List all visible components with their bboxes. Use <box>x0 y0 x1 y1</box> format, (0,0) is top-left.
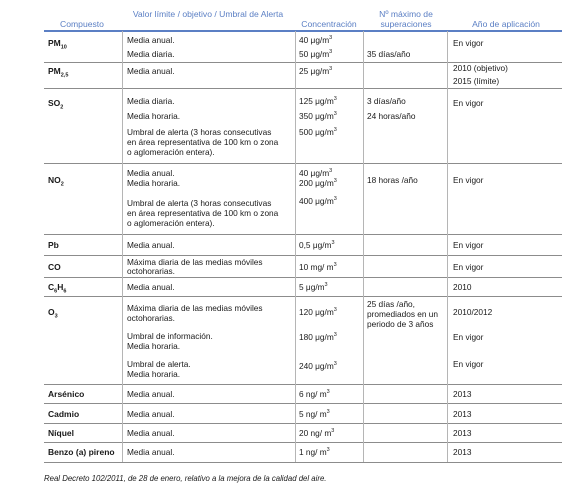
no2-valor-4: en área representativa de 100 km o zona <box>127 208 279 218</box>
header-concentracion: Concentración <box>301 19 357 29</box>
o3-valor-3: Umbral de información. <box>127 331 213 341</box>
pm25-valor: Media anual. <box>127 66 175 76</box>
compound-arsenico: Arsénico <box>48 389 85 399</box>
column-divider <box>447 31 448 462</box>
pm10-valor-1: Media anual. <box>127 35 175 45</box>
no2-valor-2: Media horaria. <box>127 178 181 188</box>
pm10-conc-1: 40 $\mu g/m^3$ <box>299 35 333 45</box>
o3-anio-1: 2010/2012 <box>453 307 493 317</box>
no2-anio: En vigor <box>453 175 484 185</box>
o3-valor-5: Umbral de alerta. <box>127 359 191 369</box>
no2-conc-2: 200 $\mu g/m^3$ <box>299 178 337 188</box>
co-valor-1: Máxima diaria de las medias móviles <box>127 257 263 267</box>
pm10-anio: En vigor <box>453 38 484 48</box>
cadmio-valor: Media anual. <box>127 409 175 419</box>
compound-c6h6: $C_6H_6$ <box>48 282 67 295</box>
niquel-valor: Media anual. <box>127 428 175 438</box>
pm10-superaciones: 35 días/año <box>367 49 411 59</box>
niquel-conc: 20 ng/ $m^3$ <box>299 428 335 438</box>
o3-sup-1: 25 días /año, <box>367 299 415 309</box>
benzo-conc: 1 ng/ $m^3$ <box>299 447 330 457</box>
so2-sup-2: 24 horas/año <box>367 111 416 121</box>
no2-valor-5: o aglomeración entera). <box>127 218 215 228</box>
co-valor-2: octohorarias. <box>127 266 175 276</box>
column-divider <box>363 31 364 462</box>
so2-sup-1: 3 días/año <box>367 96 406 106</box>
so2-valor-2: Media horaria. <box>127 111 181 121</box>
pm25-anio-1: 2010 (objetivo) <box>453 63 508 73</box>
so2-valor-1: Media diaria. <box>127 96 175 106</box>
o3-sup-3: periodo de 3 años <box>367 319 434 329</box>
so2-conc-2: 350 $\mu g/m^3$ <box>299 111 337 121</box>
co-anio: En vigor <box>453 262 484 272</box>
column-divider <box>295 31 296 462</box>
pm10-valor-2: Media diaria. <box>127 49 175 59</box>
pb-conc: 0,5 $\mu g/m^3$ <box>299 240 335 250</box>
compound-pm10: $PM_{10}$ <box>48 38 67 51</box>
o3-conc-3: 240 $\mu g/m^3$ <box>299 361 337 371</box>
o3-conc-2: 180 $\mu g/m^3$ <box>299 332 337 342</box>
header-compuesto: Compuesto <box>60 19 104 29</box>
pb-anio: En vigor <box>453 240 484 250</box>
c6h6-conc: 5 $\mu g/m^3$ <box>299 282 328 292</box>
o3-valor-4: Media horaria. <box>127 341 181 351</box>
source-note: Real Decreto 102/2011, de 28 de enero, relativo a la mejora de la calidad del aire. <box>44 474 327 483</box>
so2-valor-5: o aglomeración entera). <box>127 147 215 157</box>
o3-valor-6: Media horaria. <box>127 369 181 379</box>
no2-superaciones: 18 horas /año <box>367 175 418 185</box>
pb-valor: Media anual. <box>127 240 175 250</box>
compound-benzo-a-pireno: Benzo (a) pireno <box>48 447 115 457</box>
arsenico-valor: Media anual. <box>127 389 175 399</box>
niquel-anio: 2013 <box>453 428 472 438</box>
pm10-conc-2: 50 $\mu g/m^3$ <box>299 49 333 59</box>
compound-so2: $SO_2$ <box>48 98 64 111</box>
co-conc: 10 mg/ $m^3$ <box>299 262 337 272</box>
header-anio: Año de aplicación <box>472 19 540 29</box>
c6h6-anio: 2010 <box>453 282 472 292</box>
o3-anio-3: En vigor <box>453 359 484 369</box>
compound-niquel: Níquel <box>48 428 74 438</box>
so2-conc-1: 125 $\mu g/m^3$ <box>299 96 337 106</box>
row-divider <box>44 462 562 463</box>
arsenico-anio: 2013 <box>453 389 472 399</box>
compound-o3: $O_3$ <box>48 307 58 320</box>
o3-valor-2: octohorarias. <box>127 313 175 323</box>
benzo-valor: Media anual. <box>127 447 175 457</box>
table-header <box>0 7 568 31</box>
compound-pb: Pb <box>48 240 59 250</box>
no2-conc-1: 40 $\mu g/m^3$ <box>299 168 333 178</box>
no2-valor-1: Media anual. <box>127 168 175 178</box>
compound-no2: $NO_2$ <box>48 175 64 188</box>
so2-valor-3: Umbral de alerta (3 horas consecutivas <box>127 127 272 137</box>
o3-conc-1: 120 $\mu g/m^3$ <box>299 307 337 317</box>
no2-valor-3: Umbral de alerta (3 horas consecutivas <box>127 198 272 208</box>
no2-conc-3: 400 $\mu g/m^3$ <box>299 196 337 206</box>
so2-valor-4: en área representativa de 100 km o zona <box>127 137 279 147</box>
cadmio-conc: 5 ng/ $m^3$ <box>299 409 330 419</box>
o3-valor-1: Máxima diaria de las medias móviles <box>127 303 263 313</box>
pm25-anio-2: 2015 (límite) <box>453 76 500 86</box>
compound-co: CO <box>48 262 61 272</box>
benzo-anio: 2013 <box>453 447 472 457</box>
pm25-conc: 25 $\mu g/m^3$ <box>299 66 333 76</box>
arsenico-conc: 6 ng/ $m^3$ <box>299 389 330 399</box>
o3-sup-2: promediados en un <box>367 309 439 319</box>
header-superaciones: Nº máximo de superaciones <box>379 9 433 29</box>
c6h6-valor: Media anual. <box>127 282 175 292</box>
so2-conc-3: 500 $\mu g/m^3$ <box>299 127 337 137</box>
header-valor-limite: Valor límite / objetivo / Umbral de Alerta <box>132 9 284 19</box>
compound-pm25: $PM_{2,5}$ <box>48 66 69 79</box>
cadmio-anio: 2013 <box>453 409 472 419</box>
compound-cadmio: Cadmio <box>48 409 80 419</box>
so2-anio: En vigor <box>453 98 484 108</box>
column-divider <box>122 31 123 462</box>
o3-anio-2: En vigor <box>453 332 484 342</box>
